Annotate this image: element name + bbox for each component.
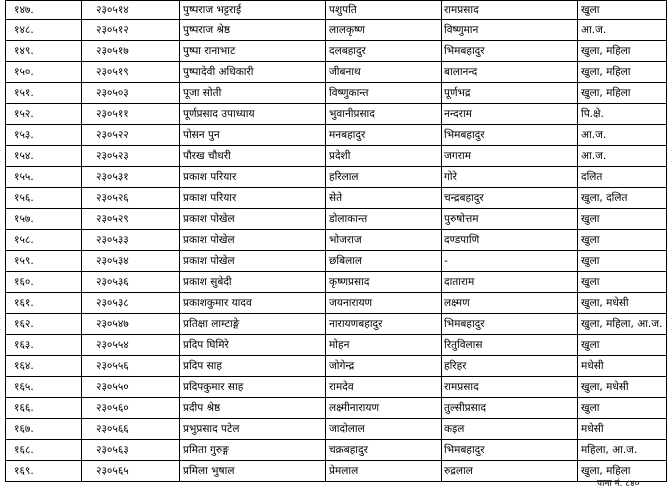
father-name-cell: कृष्णप्रसाद [326,272,442,293]
table-row [6,293,667,314]
grandfather-name-cell: गोरे [442,167,578,188]
serial-number-cell: १५१. [6,83,82,104]
table-row [6,188,667,209]
category-cell: खुला, महिला [578,62,667,83]
father-name-cell: लालकृष्ण [326,20,442,41]
roll-code-cell: २३०५३४ [82,251,180,272]
serial-number-cell: १६५. [6,377,82,398]
grandfather-name-cell: भिमबहादुर [442,314,578,335]
father-name-cell: विष्णुकान्त [326,83,442,104]
roll-code-cell: २३०५१७ [82,41,180,62]
serial-number-cell: १५२. [6,104,82,125]
category-cell: आ.ज. [578,125,667,146]
father-name-cell: हरिलाल [326,167,442,188]
serial-number-cell: १६४. [6,356,82,377]
category-cell: आ.ज. [578,20,667,41]
table-row [6,398,667,419]
category-cell: खुला, महिला, आ.ज. [578,314,667,335]
table-row [6,251,667,272]
grandfather-name-cell: बालानन्द [442,62,578,83]
serial-number-cell: १५९. [6,251,82,272]
father-name-cell: सेते [326,188,442,209]
table-row [6,83,667,104]
candidate-name-cell: पुष्पा रानाभाट [180,41,326,62]
serial-number-cell: १६८. [6,440,82,461]
father-name-cell: चक्रबहादुर [326,440,442,461]
roll-code-cell: २३०५३८ [82,293,180,314]
father-name-cell: मोहन [326,335,442,356]
grandfather-name-cell: दण्डपाणि [442,230,578,251]
serial-number-cell: १५५. [6,167,82,188]
roll-code-cell: २३०५१४ [82,1,180,20]
candidate-name-cell: पुष्पराज श्रेष्ठ [180,20,326,41]
roll-code-cell: २३०५११ [82,104,180,125]
father-name-cell: डोलाकान्त [326,209,442,230]
category-cell: खुला [578,1,667,20]
candidate-name-cell: प्रकाश परियार [180,167,326,188]
grandfather-name-cell: रामप्रसाद [442,1,578,20]
serial-number-cell: १५४. [6,146,82,167]
table-row [6,20,667,41]
candidate-name-cell: पौरख चौधरी [180,146,326,167]
roll-code-cell: २३०५२३ [82,146,180,167]
category-cell: मधेसी [578,356,667,377]
grandfather-name-cell: चन्द्रबहादुर [442,188,578,209]
father-name-cell: नारायणबहादुर [326,314,442,335]
roll-code-cell: २३०५५६ [82,356,180,377]
father-name-cell: दलबहादुर [326,41,442,62]
father-name-cell: मनबहादुर [326,125,442,146]
candidate-name-cell: प्रमिला भुषाल [180,461,326,482]
grandfather-name-cell: कइल [442,419,578,440]
category-cell: पि.क्षे. [578,104,667,125]
roll-code-cell: २३०५२६ [82,188,180,209]
grandfather-name-cell: तुल्सीप्रसाद [442,398,578,419]
grandfather-name-cell: विष्णुमान [442,20,578,41]
serial-number-cell: १५०. [6,62,82,83]
roll-code-cell: २३०५४७ [82,314,180,335]
roll-code-cell: २३०५३१ [82,167,180,188]
candidate-name-cell: प्रदिप साह [180,356,326,377]
table-row [6,440,667,461]
father-name-cell: रामदेव [326,377,442,398]
grandfather-name-cell: रितुविलास [442,335,578,356]
candidate-name-cell: पोसन पुन [180,125,326,146]
category-cell: खुला, महिला [578,41,667,62]
father-name-cell: जादोलाल [326,419,442,440]
grandfather-name-cell: रामप्रसाद [442,377,578,398]
grandfather-name-cell: - [442,251,578,272]
grandfather-name-cell: हरिहर [442,356,578,377]
category-cell: खुला, मधेसी [578,377,667,398]
serial-number-cell: १५६. [6,188,82,209]
serial-number-cell: १६०. [6,272,82,293]
table-row [6,419,667,440]
table-row [6,335,667,356]
page-number-footer: पाना नं. ८४० [597,479,640,489]
father-name-cell: लक्ष्मीनारायण [326,398,442,419]
father-name-cell: छबिलाल [326,251,442,272]
father-name-cell: पशुपति [326,1,442,20]
father-name-cell: प्रदेशी [326,146,442,167]
candidate-name-cell: प्रकाश सुबेदी [180,272,326,293]
father-name-cell: भोजराज [326,230,442,251]
category-cell: खुला [578,209,667,230]
candidate-name-cell: प्रकाश पोखेल [180,251,326,272]
roll-code-cell: २३०५६६ [82,419,180,440]
candidate-name-cell: प्रदिप घिमिरे [180,335,326,356]
father-name-cell: प्रेमलाल [326,461,442,482]
father-name-cell: जोगेन्द्र [326,356,442,377]
roll-code-cell: २३०५१२ [82,20,180,41]
candidate-name-cell: पुष्पादेवी अधिकारी [180,62,326,83]
candidate-name-cell: प्रभुप्रसाद पटेल [180,419,326,440]
candidate-name-cell: पूजा सोती [180,83,326,104]
table-row [6,146,667,167]
category-cell: दलित [578,167,667,188]
category-cell: खुला, मधेसी [578,293,667,314]
serial-number-cell: १५३. [6,125,82,146]
serial-number-cell: १४८. [6,20,82,41]
candidate-name-cell: प्रकाश पोखेल [180,230,326,251]
table-row [6,377,667,398]
grandfather-name-cell: दाताराम [442,272,578,293]
roll-code-cell: २३०५६५ [82,461,180,482]
category-cell: मधेसी [578,419,667,440]
grandfather-name-cell: भिमबहादुर [442,440,578,461]
serial-number-cell: १५७. [6,209,82,230]
grandfather-name-cell: भिमबहादुर [442,125,578,146]
grandfather-name-cell: रुद्रलाल [442,461,578,482]
roll-code-cell: २३०५१९ [82,62,180,83]
category-cell: खुला [578,335,667,356]
grandfather-name-cell: नन्दराम [442,104,578,125]
father-name-cell: जयनारायण [326,293,442,314]
father-name-cell: भुवानीप्रसाद [326,104,442,125]
candidate-name-cell: प्रकाश पोखेल [180,209,326,230]
roll-code-cell: २३०५६० [82,398,180,419]
roll-code-cell: २३०५०३ [82,83,180,104]
candidate-list-table [5,0,667,482]
roll-code-cell: २३०५५० [82,377,180,398]
table-row [6,209,667,230]
table-row [6,356,667,377]
roll-code-cell: २३०५३६ [82,272,180,293]
grandfather-name-cell: लक्ष्मण [442,293,578,314]
table-row [6,314,667,335]
candidate-list-body [6,1,667,482]
category-cell: खुला [578,272,667,293]
serial-number-cell: १४९. [6,41,82,62]
candidate-name-cell: प्रकाश परियार [180,188,326,209]
table-row [6,41,667,62]
candidate-name-cell: पुष्पराज भट्टराई [180,1,326,20]
table-row [6,62,667,83]
table-row [6,125,667,146]
serial-number-cell: १६६. [6,398,82,419]
roll-code-cell: २३०५६३ [82,440,180,461]
table-row [6,230,667,251]
candidate-name-cell: प्रकाशकुमार यादव [180,293,326,314]
roll-code-cell: २३०५२९ [82,209,180,230]
serial-number-cell: १६९. [6,461,82,482]
grandfather-name-cell: जगराम [442,146,578,167]
serial-number-cell: १५८. [6,230,82,251]
serial-number-cell: १६३. [6,335,82,356]
candidate-name-cell: प्रमिता गुरुङ्ग [180,440,326,461]
serial-number-cell: १६७. [6,419,82,440]
category-cell: खुला, महिला [578,83,667,104]
grandfather-name-cell: पुरुषोत्तम [442,209,578,230]
category-cell: महिला, आ.ज. [578,440,667,461]
table-row [6,272,667,293]
table-row [6,167,667,188]
serial-number-cell: १६१. [6,293,82,314]
serial-number-cell: १४७. [6,1,82,20]
candidate-name-cell: पूर्णप्रसाद उपाध्याय [180,104,326,125]
category-cell: खुला [578,251,667,272]
category-cell: खुला, महिला [578,461,667,482]
roll-code-cell: २३०५३३ [82,230,180,251]
candidate-name-cell: प्रतिक्षा लाम्टाङ्गे [180,314,326,335]
roll-code-cell: २३०५५४ [82,335,180,356]
category-cell: खुला [578,398,667,419]
grandfather-name-cell: भिमबहादुर [442,41,578,62]
grandfather-name-cell: पूर्णभद्र [442,83,578,104]
category-cell: खुला, दलित [578,188,667,209]
table-row [6,104,667,125]
category-cell: खुला [578,230,667,251]
father-name-cell: जीबनाथ [326,62,442,83]
candidate-name-cell: प्रदिपकुमार साह [180,377,326,398]
table-row [6,1,667,20]
table-row [6,461,667,482]
category-cell: आ.ज. [578,146,667,167]
serial-number-cell: १६२. [6,314,82,335]
candidate-name-cell: प्रदीप श्रेष्ठ [180,398,326,419]
roll-code-cell: २३०५२२ [82,125,180,146]
